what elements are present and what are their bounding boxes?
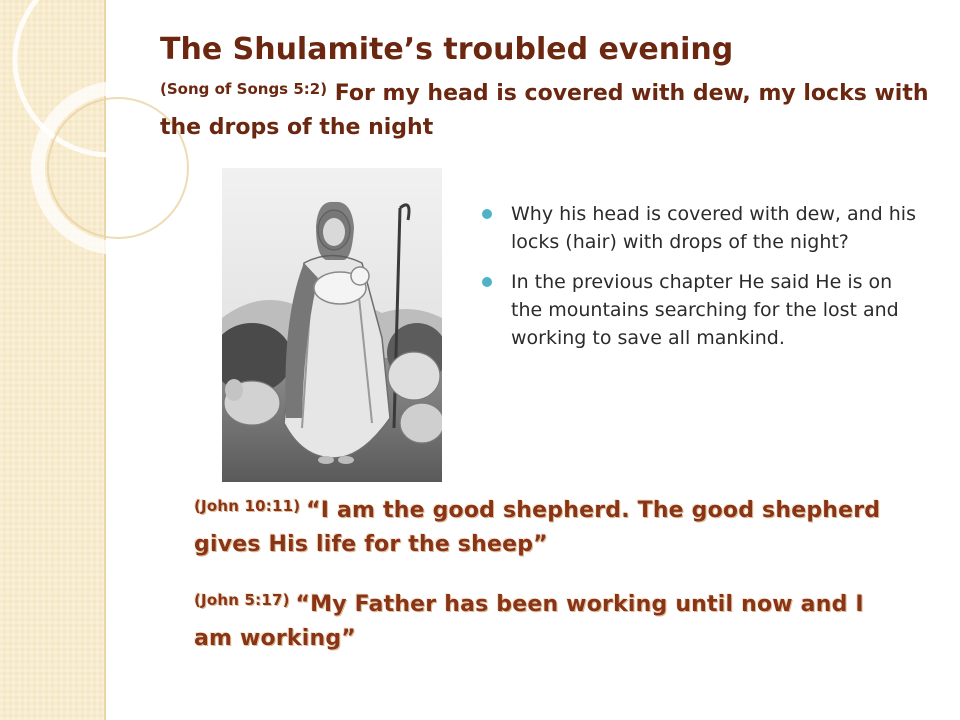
scripture-quote bbox=[194, 588, 894, 656]
quote-reference: (John 10:11) bbox=[194, 497, 301, 515]
bullet-dot-icon bbox=[482, 277, 492, 287]
shepherd-illustration-icon bbox=[222, 168, 442, 482]
title-reference: (Song of Songs 5:2) bbox=[160, 80, 328, 98]
quote-reference: (John 5:17) bbox=[194, 591, 290, 609]
title-subtitle bbox=[160, 72, 930, 145]
slide-title bbox=[160, 30, 930, 145]
bullet-text: Why his head is covered with dew, and his locks (hair) with drops of the night? bbox=[511, 203, 916, 253]
title-main: The Shulamite’s troubled evening bbox=[160, 32, 734, 67]
bullet-list bbox=[482, 200, 922, 364]
shepherd-engraving-image bbox=[222, 168, 442, 482]
quote-text: “I am the good shepherd. The good shepherd gives His life for the sheep” bbox=[194, 498, 881, 557]
bullet-dot-icon bbox=[482, 209, 492, 219]
title-verse: For my head is covered with dew, my locks with the drops of the night bbox=[160, 81, 929, 140]
bullet-item bbox=[482, 200, 922, 256]
bullet-text: In the previous chapter He said He is on the mountains searching for the lost and working to save all mankind. bbox=[511, 271, 899, 349]
quote-text: “My Father has been working until now and I am working” bbox=[194, 592, 864, 651]
bullet-item bbox=[482, 268, 922, 352]
scripture-quote bbox=[194, 494, 894, 562]
